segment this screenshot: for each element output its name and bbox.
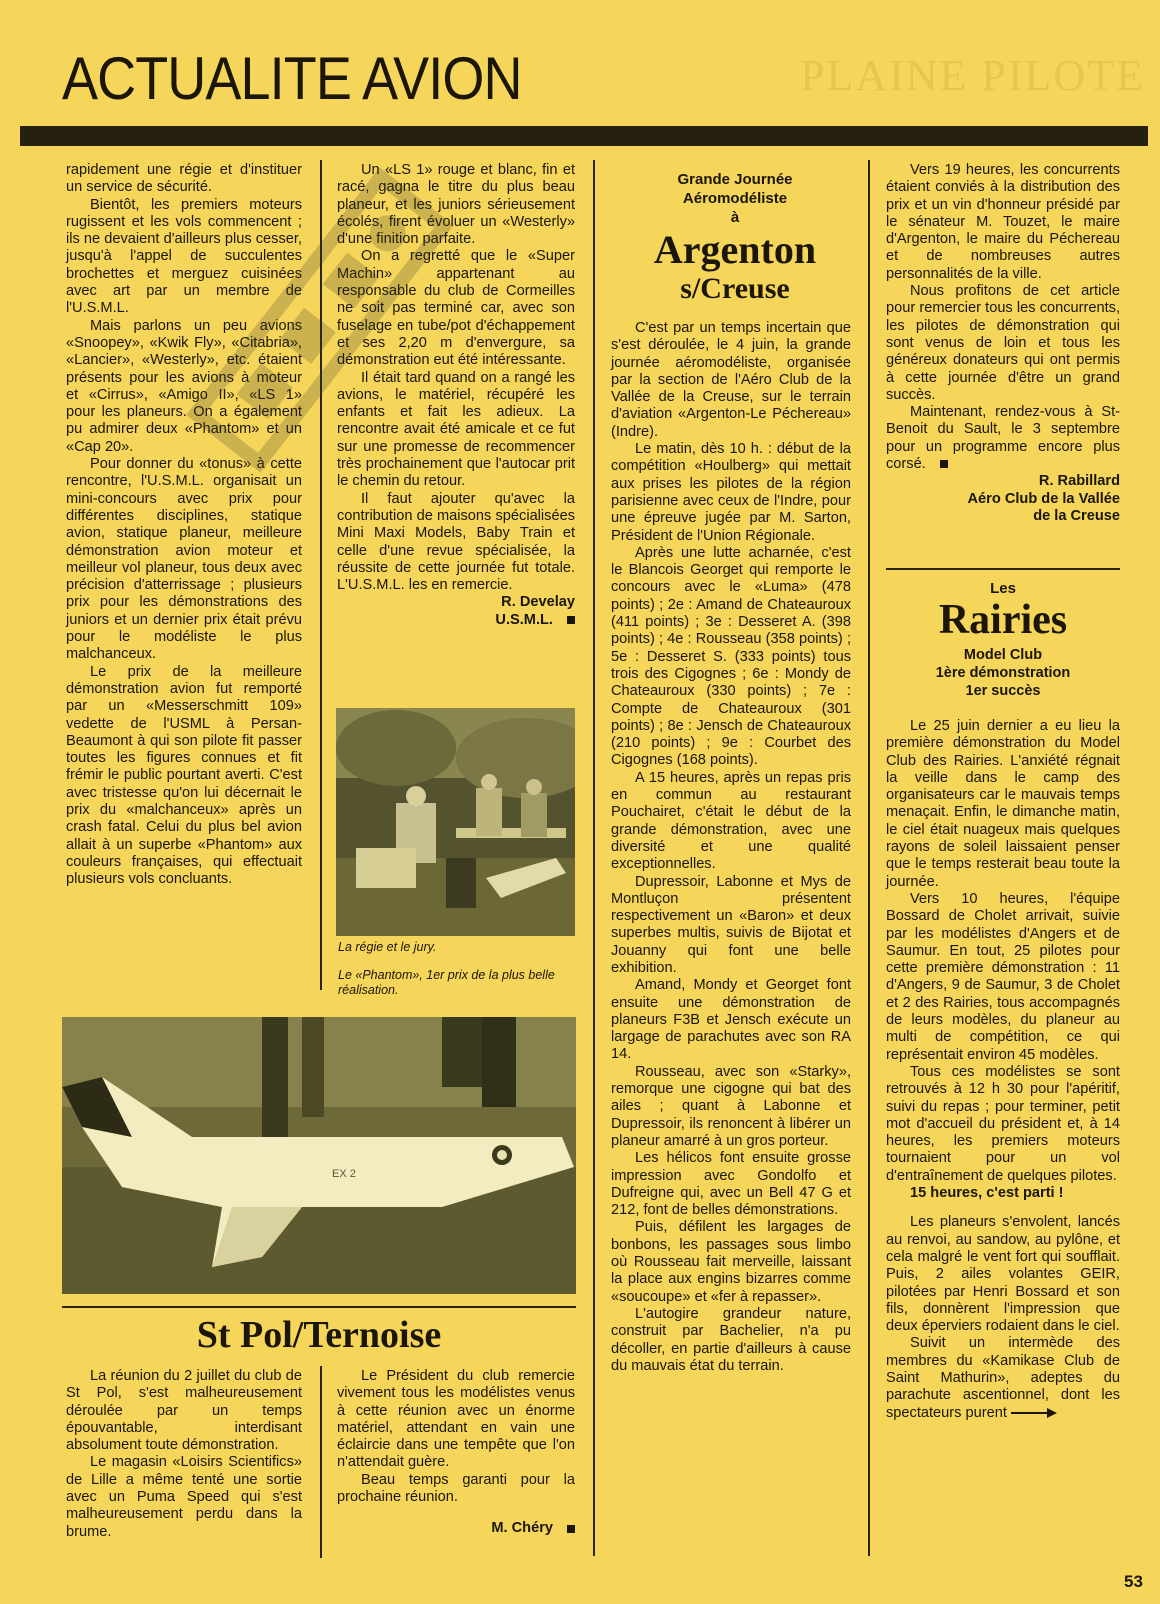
paragraph: Maintenant, rendez-vous à St-Benoit du Sault, le 3 septembre pour un programme encore plus corsé.: [886, 404, 1120, 473]
paragraph: La réunion du 2 juillet du club de St Pol, s'est malheureusement déroulée par un temps épouvantable, interdisant absolument toute démonstration.: [66, 1368, 302, 1454]
paragraph: Suivit un intermède des membres du «Kamikase Club de Saint Mathurin», adeptes du parachute ascentionnel, dont les spectateurs purent: [886, 1335, 1120, 1421]
column-4: [886, 162, 1120, 525]
paragraph: On a regretté que le «Super Machin» appartenant au responsable du club de Cormeilles ne soit pas terminé car, avec son fuselage en tube/pot d'échappement et ses 2,20 m d'envergure, sa démonstration eut été intéressante.: [337, 248, 575, 369]
paragraph: Dupressoir, Labonne et Mys de Montluçon présentent respectivement un «Baron» et deux superbes multis, suivis de Bijotat et Jouanny qui font une belle exhibition.: [611, 873, 851, 976]
continue-arrow-icon: [1011, 1408, 1057, 1418]
paragraph: Bientôt, les premiers moteurs rugissent et les vols commencent ; ils ne devaient d'ailleurs plus cesser, jusqu'à l'appel de succulentes brochettes et merguez cuisinées avec art par un membre de l'U.S.M.L.: [66, 196, 302, 317]
signature-org: U.S.M.L.: [337, 612, 575, 629]
photo-phantom: [62, 1017, 576, 1294]
argenton-subtitle: s/Creuse: [680, 272, 790, 305]
paragraph: rapidement une régie et d'instituer un service de sécurité.: [66, 162, 302, 196]
signature-name: R. Rabillard: [1038, 473, 1120, 490]
signature-org: Aéro Club de la Vallée: [967, 490, 1120, 507]
rairies-title: Rairies: [938, 597, 1068, 643]
column-divider: [320, 1366, 322, 1558]
end-mark-icon: [567, 616, 575, 624]
column-divider: [320, 160, 322, 990]
paragraph: Il faut ajouter qu'avec la contribution de maisons spécialisées Mini Maxi Models, Baby Train et celle d'une revue spécialisée, la réussite de cette journée fut totale. L'U.S.M.L. les en remercie.: [337, 490, 575, 594]
aircraft-marking: EX 2: [332, 1168, 356, 1180]
section-title: ACTUALITE AVION: [62, 45, 522, 112]
paragraph: C'est par un temps incertain que s'est déroulée, le 4 juin, la grande journée aéromodéliste, organisée par la section de l'Aéro Club de la Vallée de la Creuse, sur le terrain d'aviation «Argenton-Le Péchereau» (Indre).: [611, 320, 851, 440]
paragraph: Les hélicos font ensuite grosse impression avec Gondolfo et Dufreigne qui, avec un Bell 47 G et 212, font de belles démonstrations.: [611, 1150, 851, 1219]
paragraph: Le magasin «Loisirs Scientifics» de Lille a même tenté une sortie avec un Puma Speed qui s'est malheureusement perdu dans la brume.: [66, 1454, 302, 1540]
rairies-kicker: Les: [990, 580, 1016, 597]
column-divider: [593, 160, 595, 1556]
stpol-left-column: [66, 1368, 302, 1541]
paragraph: Le prix de la meilleure démonstration avion fut remporté par un «Messerschmitt 109» vedette de l'USML à Persan-Beaumont à qui son pilote fit passer toutes les figures connues et fit frémir le public pourtant averti. C'est avec tristesse qu'on lui décernait le prix du «malchanceux» après un crash fatal. Celui du plus bel avion allait à un superbe «Phantom» aux couleurs françaises, qui effectuait plusieurs vols concluants.: [66, 663, 302, 888]
paragraph: Vers 10 heures, l'équipe Bossard de Cholet arrivait, suivie par les modélistes d'Angers et de Saumur. En tout, 25 pilotes pour cette première démonstration : 11 d'Angers, 9 de Saumur, 3 de Cholet et 2 des Rairies, tous accompagnés de leurs modèles, du planeur au multi de compétition, ce qui représentait environ 45 modèles.: [886, 890, 1120, 1063]
paragraph: Après une lutte acharnée, c'est le Blancois Georget qui remporte le concours avec le «Luma» (478 points) ; 2e : Amand de Chateauroux (411 points) ; 3e : Desseret A. (398 points) ; 4e : Rousseau (358 points) ; 5e : Desseret S. (333 points) tous trois des Cigognes ; 6e : Mondy de Chateauroux (330 points) ; 7e : Compte de Chateauroux (301 points) ; 8e : Jensch de Chateauroux (210 points) ; 9e : Courbet des Cigognes (168 points).: [611, 544, 851, 769]
stpol-right-column: [337, 1368, 575, 1538]
column-divider: [868, 160, 870, 1556]
paragraph: Mais parlons un peu avions «Snoopey», «Kwik Fly», «Citabria», «Lancier», «Westerly», etc. étaient présents pour les avions à moteur et «Cirrus», «Amigo II», «LS 1» pour les planeurs. On a également pu admirer deux «Phantom» et un «Cap 20».: [66, 317, 302, 455]
paragraph: Tous ces modélistes se sont retrouvés à 12 h 30 pour l'apéritif, suivi du repas ; pour terminer, petit mot d'accueil du président et, à 14 heures, les premiers moteurs tournaient pour un vol d'entraînement de quelques pilotes.: [886, 1063, 1120, 1184]
paragraph: Un «LS 1» rouge et blanc, fin et racé, gagna le titre du plus beau planeur, et les juniors sérieusement écolés, firent évoluer un «Westerly» d'une finition parfaite.: [337, 162, 575, 248]
photo-jury: [336, 708, 575, 936]
photo-caption-phantom: Le «Phantom», 1er prix de la plus belle réalisation.: [338, 968, 555, 997]
photo-phantom-image: [62, 1017, 576, 1294]
paragraph: L'autogire grandeur nature, construit par Bachelier, n'a pu décoller, en partie d'ailleurs à cause du mauvais état du terrain.: [611, 1305, 851, 1374]
signature-name: M. Chéry: [337, 1520, 575, 1537]
end-mark-icon: [567, 1525, 575, 1533]
column-1: [66, 162, 302, 888]
rairies-article: [886, 718, 1120, 1422]
signature-name: R. Develay: [501, 594, 575, 611]
stpol-title: St Pol/Ternoise: [196, 1314, 442, 1356]
argenton-title: Argenton: [653, 227, 817, 272]
ghost-header-title: PLAINE PILOTE: [800, 51, 1145, 100]
signature-org: de la Creuse: [1033, 507, 1120, 524]
argenton-article: [611, 320, 851, 1375]
paragraph: Le 25 juin dernier a eu lieu la première démonstration du Model Club des Rairies. L'anxiété régnait la veille dans le camp des organisateurs car le mauvais temps menaçait. Enfin, le dimanche matin, le ciel était nuageux mais quelques rayons de soleil laissaient penser que le temps resterait beau toute la journée.: [886, 718, 1120, 890]
page-number: 53: [1124, 1572, 1143, 1591]
header-bar: [12, 126, 1148, 146]
paragraph: Beau temps garanti pour la prochaine réunion.: [337, 1471, 575, 1506]
photo-caption-jury: La régie et le jury.: [338, 940, 437, 954]
paragraph: A 15 heures, après un repas pris en commun au restaurant Pouchairet, c'était le début de la grande démonstration, avec une diversité et une qualité exceptionnelles.: [611, 769, 851, 873]
paragraph: Pour donner du «tonus» à cette rencontre, l'U.S.M.L. organisait un mini-concours avec prix pour différentes disciplines, statique avion, statique planeur, meilleure démonstration avion moteur et meilleur vol planeur, tous deux avec précision d'atterrissage ; plusieurs prix pour les démonstrations des juniors et un dernier prix était prévu pour le modéliste le plus malchanceux.: [66, 456, 302, 663]
paragraph: Rousseau, avec son «Starky», remorque une cigogne qui bat des ailes ; quant à Labonne et Dupressoir, ils renoncent à libérer un planeur amarré à un gros porteur.: [611, 1063, 851, 1149]
argenton-kicker: Grande Journée Aéromodéliste à: [677, 171, 793, 226]
paragraph: Puis, défilent les largages de bonbons, les passages sous limbo où Rousseau fait merveille, laissant la place aux engins bizarres comme «soucoupe» et «fer à repasser».: [611, 1219, 851, 1305]
paragraph: Le Président du club remercie vivement tous les modélistes venus à cette réunion avec un énorme matériel, attendant en vain une éclaircie dans une tempête que l'on n'attendait guère.: [337, 1368, 575, 1471]
paragraph: Amand, Mondy et Georget font ensuite une démonstration de planeurs F3B et Jensch exécute un largage de parachutes avec son RA 14.: [611, 977, 851, 1063]
paragraph: Vers 19 heures, les concurrents étaient conviés à la distribution des prix et un vin d'honneur présidé par le sénateur M. Touzet, le maire d'Argenton, le maire du Péchereau et de nombreuses autres personnalités de la ville.: [886, 162, 1120, 282]
paragraph-emphasis: 15 heures, c'est parti !: [910, 1185, 1064, 1202]
column-2: [337, 162, 575, 629]
paragraph: Il était tard quand on a rangé les avions, le matériel, récupéré les enfants et fait les adieux. La rencontre avait été amicale et ce fut sur une promesse de recommencer très prochainement que l'autocar prit le chemin du retour.: [337, 369, 575, 490]
end-mark-icon: [940, 460, 948, 468]
paragraph: Les planeurs s'envolent, lancés au renvoi, au sandow, au pylône, et cela malgré le vent fort qui soufflait. Puis, 2 ailes volantes GEIR, pilotées par Henri Bossard et son fils, donnèrent l'impression que deux éperviers rodaient dans le ciel.: [886, 1214, 1120, 1335]
photo-jury-image: [336, 708, 575, 936]
section-divider: [62, 1306, 576, 1308]
paragraph: Nous profitons de cet article pour remercier tous les concurrents, les pilotes de démonstration qui sont venus de loin et tous les généreux donateurs qui ont permis à cette journée d'être un grand succès.: [886, 283, 1120, 403]
rairies-subtitle: Model Club 1ère démonstration 1er succès: [935, 647, 1071, 699]
section-divider: [886, 568, 1120, 570]
paragraph: Le matin, dès 10 h. : début de la compétition «Houlberg» qui mettait aux prises les pilotes de la région parisienne avec ceux de l'Indre, pour une épreuve jugée par M. Sarton, Président de l'Union Régionale.: [611, 441, 851, 544]
